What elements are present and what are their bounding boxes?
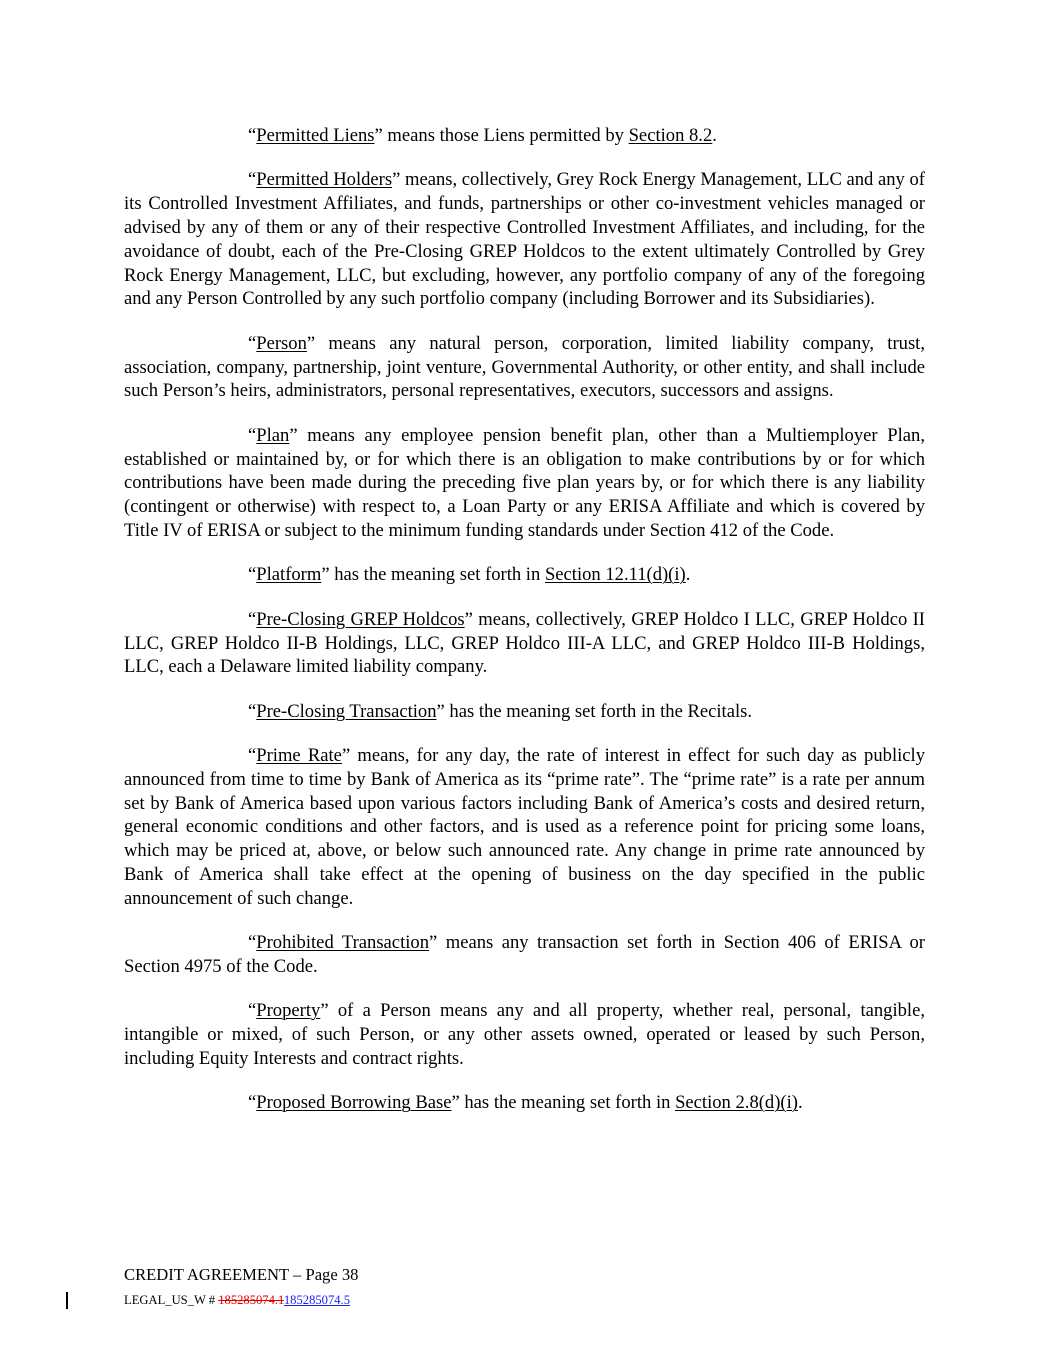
definition-plan: “Plan” means any employee pension benefit plan, other than a Multiemployer Plan, established or maintained by, or for which there is an obligation to make contributions by or for which contributions have been made during the preceding five plan years by, or for which there is any liability (contingent or otherwise) with respect to, a Loan Party or any ERISA Affiliate and which is covered by Title IV of ERISA or subject to the minimum funding standards under Section 412 of the Code. <box>124 424 925 541</box>
definition-text: ” means, collectively, GREP Holdco I LLC, GREP Holdco II LLC, GREP Holdco II-B Holdings, LLC, GREP Holdco III-A LLC, and GREP Holdco III-B Holdings, LLC, each a Delaware limited liability company. <box>124 608 926 678</box>
definition-text: ” means any natural person, corporation, limited liability company, trust, association, company, partnership, joint venture, Governmental Authority, or other entity, and shall include such Person’s heirs, administrators, personal representatives, executors, successors and assigns. <box>124 332 925 402</box>
definition-text: ” has the meaning set forth in the Recitals. <box>436 700 753 722</box>
defined-term: Permitted Liens <box>256 125 375 146</box>
definition-pre-closing-transaction: “Pre-Closing Transaction” has the meaning set forth in the Recitals. <box>248 700 753 722</box>
revision-change-bar <box>66 1292 68 1309</box>
definition-text: ” means any transaction set forth in Section 406 of ERISA or Section 4975 of the Code. <box>124 932 925 978</box>
defined-term: Plan <box>256 424 290 446</box>
defined-term: Proposed Borrowing Base <box>256 1092 452 1114</box>
defined-term: Prime Rate <box>256 745 342 767</box>
definition-permitted-liens: “Permitted Liens” means those Liens permitted by Section 8.2. <box>248 125 717 146</box>
defined-term: Person <box>256 332 307 354</box>
defined-term: Pre-Closing Transaction <box>256 700 437 722</box>
definition-text: ” means those Liens permitted by <box>374 125 629 146</box>
definition-property: “Property” of a Person means any and all property, whether real, personal, tangible, intangible or mixed, of such Person, or any other assets owned, operated or leased by such Person, including Equity Interests and contract rights. <box>124 1000 925 1070</box>
definition-text: ” of a Person means any and all property, whether real, personal, tangible, intangible or mixed, of such Person, or any other assets owned, operated or leased by such Person, including Equity Interests and contract rights. <box>124 1000 925 1070</box>
definition-prohibited-transaction: “Prohibited Transaction” means any transaction set forth in Section 406 of ERISA or Section 4975 of the Code. <box>124 932 925 978</box>
definition-text: ” means any employee pension benefit plan, other than a Multiemployer Plan, established or maintained by, or for which there is an obligation to make contributions by or for which contributions have been made during the preceding five plan years by, or for which there is any liability (contingent or otherwise) with respect to, a Loan Party or any ERISA Affiliate and which is covered by Title IV of ERISA or subject to the minimum funding standards under Section 412 of the Code. <box>124 424 925 541</box>
defined-term: Pre-Closing GREP Holdcos <box>256 608 465 630</box>
definition-text: ” means, collectively, Grey Rock Energy Management, LLC and any of its Controlled Investment Affiliates, and funds, partnerships or other co-investment vehicles managed or advised by any of them or any of their respective Controlled Investment Affiliates, and including, for the avoidance of doubt, each of the Pre-Closing GREP Holdcos to the extent ultimately Controlled by Grey Rock Energy Management, LLC, but excluding, however, any portfolio company of any of the foregoing and any Person Controlled by any such portfolio company (including Borrower and its Subsidiaries). <box>124 169 925 310</box>
definition-platform: “Platform” has the meaning set forth in Section 12.11(d)(i). <box>248 564 691 586</box>
document-body <box>124 124 925 1136</box>
definition-text: ” has the meaning set forth in <box>451 1092 676 1114</box>
definition-text-end: . <box>685 564 691 586</box>
definition-proposed-borrowing-base: “Proposed Borrowing Base” has the meaning set forth in Section 2.8(d)(i). <box>248 1092 803 1114</box>
footer-page-label: CREDIT AGREEMENT – Page 38 <box>124 1265 359 1284</box>
defined-term: Permitted Holders <box>256 169 393 191</box>
defined-term: Property <box>256 1000 321 1022</box>
definition-permitted-holders: “Permitted Holders” means, collectively, Grey Rock Energy Management, LLC and any of its Controlled Investment Affiliates, and funds, partnerships or other co-investment vehicles managed or advised by any of them or any of their respective Controlled Investment Affiliates, and including, for the avoidance of doubt, each of the Pre-Closing GREP Holdcos to the extent ultimately Controlled by Grey Rock Energy Management, LLC, but excluding, however, any portfolio company of any of the foregoing and any Person Controlled by any such portfolio company (including Borrower and its Subsidiaries). <box>124 169 925 310</box>
section-reference: Section 2.8(d)(i) <box>675 1092 798 1114</box>
definition-text: ” has the meaning set forth in <box>321 564 545 586</box>
section-reference: Section 8.2 <box>628 125 713 146</box>
definition-text-end: . <box>797 1092 803 1114</box>
section-reference: Section 12.11(d)(i) <box>544 564 686 586</box>
footer-doc-id <box>124 1292 358 1308</box>
defined-term: Platform <box>256 564 322 586</box>
defined-term: Prohibited Transaction <box>256 932 429 954</box>
definition-text: ” means, for any day, the rate of interest in effect for such day as publicly announced from time to time by Bank of America as its “prime rate”. The “prime rate” is a rate per annum set by Bank of America based upon various factors including Bank of America’s costs and desired return, general economic conditions and other factors, and is used as a reference point for pricing some loans, which may be priced at, above, or below such announced rate. Any change in prime rate announced by Bank of America shall take effect at the opening of business on the day specified in the public announcement of such change. <box>124 745 925 909</box>
doc-id-inserted: 185285074.5 <box>283 1293 350 1307</box>
definition-pre-closing-grep-holdcos: “Pre-Closing GREP Holdcos” means, collectively, GREP Holdco I LLC, GREP Holdco II LLC, GREP Holdco II-B Holdings, LLC, GREP Holdco III-A LLC, and GREP Holdco III-B Holdings, LLC, each a Delaware limited liability company. <box>124 608 926 678</box>
doc-id-prefix: LEGAL_US_W # <box>124 1293 219 1307</box>
doc-id-deleted: 185285074.1 <box>218 1293 284 1307</box>
page-footer <box>124 1265 358 1308</box>
definition-person: “Person” means any natural person, corporation, limited liability company, trust, association, company, partnership, joint venture, Governmental Authority, or other entity, and shall include such Person’s heirs, administrators, personal representatives, executors, successors and assigns. <box>124 332 925 402</box>
definition-prime-rate: “Prime Rate” means, for any day, the rate of interest in effect for such day as publicly announced from time to time by Bank of America as its “prime rate”. The “prime rate” is a rate per annum set by Bank of America based upon various factors including Bank of America’s costs and desired return, general economic conditions and other factors, and is used as a reference point for pricing some loans, which may be priced at, above, or below such announced rate. Any change in prime rate announced by Bank of America shall take effect at the opening of business on the day specified in the public announcement of such change. <box>124 745 925 909</box>
definition-text-end: . <box>712 125 717 146</box>
